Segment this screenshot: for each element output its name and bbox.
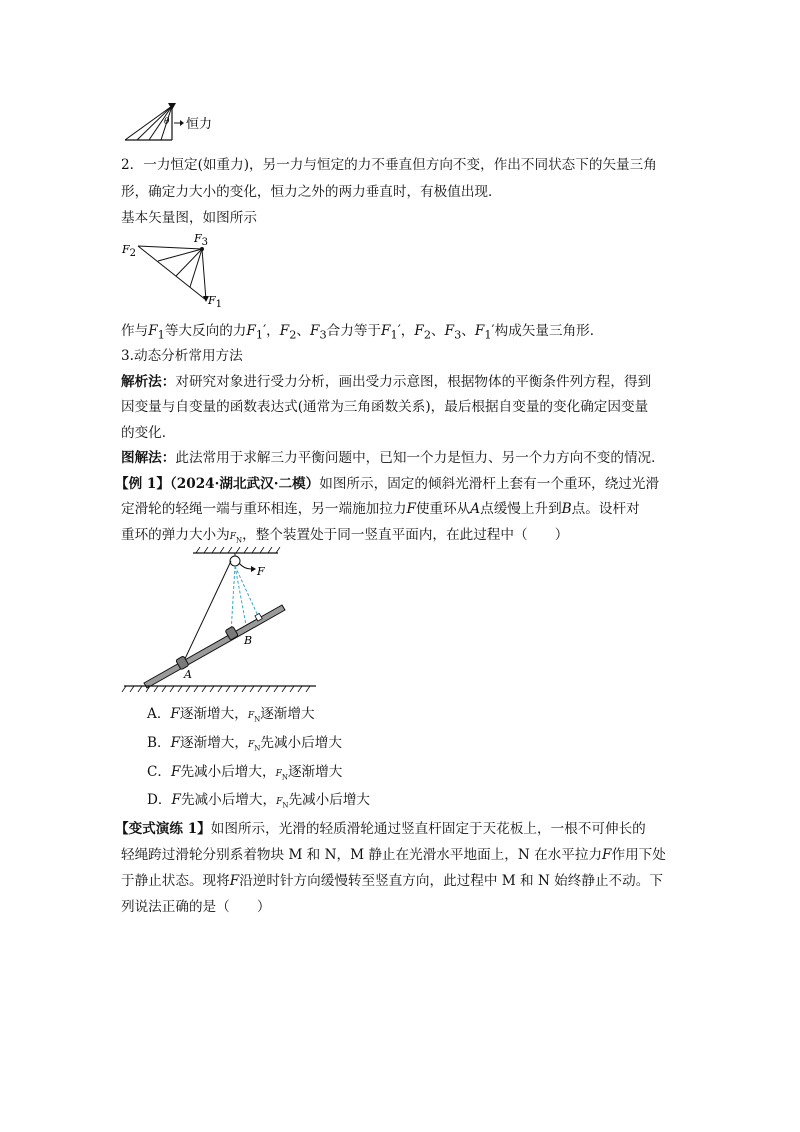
point-A-label: A	[184, 668, 192, 681]
ceiling-hatch	[196, 547, 280, 553]
example1-source: （2024·湖北武汉·二模）	[169, 476, 320, 492]
constant-force-diagram	[120, 100, 230, 145]
example1-tag: 【例 1】	[115, 476, 170, 492]
option-d[interactable]: D．F先减小后增大，$F_N$先减小后增大	[147, 792, 371, 810]
fig1-label: 恒力	[186, 117, 213, 132]
option-b[interactable]: B．F逐渐增大，$F_N$先减小后增大	[147, 735, 342, 753]
fig1-theta: θ	[164, 117, 170, 127]
fig2-f3: F3	[194, 232, 209, 248]
dashed-rope-1	[231, 566, 235, 633]
fig2-f1-line	[202, 249, 206, 300]
variant1-line3: 于静止状态。现将F沿逆时针方向缓慢转至竖直方向，此过程中 M 和 N 始终静止不动。下	[121, 873, 663, 889]
fig2-hyp-1	[138, 246, 206, 300]
fig2-caption: 作与$F_1$等大反向的力$F_1'$，$F_2$、$F_3$合力等于$F_1'$，$F_2$、$F_3$、$F_1'$构成矢量三角形．	[121, 323, 604, 342]
dashed-rope-3	[235, 566, 259, 618]
example1-line1: 【例 1】（2024·湖北武汉·二模）如图所示，固定的倾斜光滑杆上套有一个重环，绕过光滑	[115, 476, 660, 492]
analytic-line2: 因变量与自变量的函数表达式(通常为三角函数关系)，最后根据自变量的变化确定因变量	[121, 399, 649, 415]
option-a[interactable]: A．F逐渐增大，$F_N$逐渐增大	[147, 706, 315, 724]
pull-force-arrowhead	[251, 566, 256, 572]
item2-line1: 2．一力恒定(如重力)，另一力与恒定的力不垂直但方向不变，作出不同状态下的矢量三角	[121, 157, 657, 173]
variant1-tag: 【变式演练 1】	[115, 821, 211, 837]
point-B-label: B	[244, 634, 253, 647]
analytic-line3: 的变化．	[121, 425, 176, 441]
pull-force-arrow	[239, 563, 251, 569]
fig1-label-arrowhead	[180, 120, 184, 126]
force-F-label: F	[257, 565, 265, 578]
fig2-f2: F2	[122, 243, 137, 259]
ground-hatch	[122, 686, 310, 692]
fig2-f1: F1	[208, 294, 223, 310]
graphic-line: 图解法：此法常用于求解三力平衡问题中，已知一个力是恒力、另一个力方向不变的情况．	[121, 450, 665, 466]
fig2-f2-line	[138, 246, 202, 249]
section3-title: 3.动态分析常用方法	[121, 348, 243, 364]
fig2-ray-1	[158, 249, 202, 261]
analytic-label: 解析法：	[121, 374, 176, 390]
item2-line2: 形，确定力大小的变化，恒力之外的两力垂直时，有极值出现．	[121, 184, 502, 200]
example1-line3: 重环的弹力大小为$F_N$，整个装置处于同一竖直平面内，在此过程中（ ）	[121, 527, 569, 545]
example1-line2: 定滑轮的轻绳一端与重环相连，另一端施加拉力F使重环从A点缓慢上升到B点。设杆对	[121, 501, 640, 517]
item2-line3: 基本矢量图，如图所示	[121, 210, 257, 226]
option-c[interactable]: C．F先减小后增大，$F_N$逐渐增大	[147, 764, 343, 782]
dashed-rope-2	[235, 566, 246, 625]
pulley	[230, 556, 240, 566]
vector-triangle-diagram	[120, 232, 230, 312]
variant1-line4: 列说法正确的是（ ）	[121, 899, 271, 915]
variant1-line1: 【变式演练 1】如图所示，光滑的轻质滑轮通过竖直杆固定于天花板上，一根不可伸长的	[115, 821, 646, 837]
pulley-rod-diagram	[120, 545, 320, 695]
variant1-line2: 轻绳跨过滑轮分别系着物块 M 和 N，M 静止在光滑水平地面上，N 在水平拉力F作用下处	[121, 847, 666, 863]
graphic-label: 图解法：	[121, 450, 176, 466]
analytic-line1: 解析法：对研究对象进行受力分析，画出受力示意图，根据物体的平衡条件列方程，得到	[121, 374, 652, 390]
inclined-rod	[144, 605, 285, 688]
